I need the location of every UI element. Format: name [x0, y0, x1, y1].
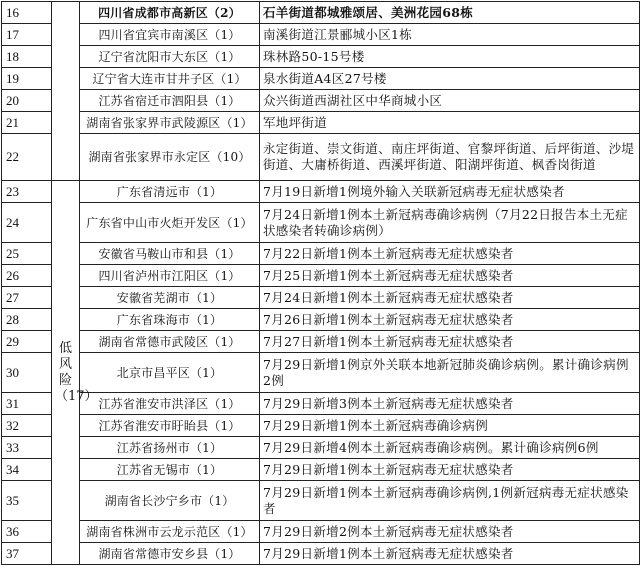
- table-row: [2, 437, 640, 459]
- table-row: [2, 287, 640, 309]
- region-cell: 安徽省芜湖市（1）: [80, 287, 260, 309]
- region-cell: 辽宁省大连市甘井子区（1）: [80, 68, 260, 90]
- region-cell: 广东省珠海市（1）: [80, 309, 260, 331]
- row-index: 20: [2, 90, 52, 112]
- row-index: 33: [2, 437, 52, 459]
- row-index: 26: [2, 265, 52, 287]
- region-cell: 北京市昌平区（1）: [80, 353, 260, 393]
- table-row: [2, 415, 640, 437]
- table-row: [2, 243, 640, 265]
- row-index: 18: [2, 46, 52, 68]
- region-cell: 四川省宜宾市南溪区（1）: [80, 24, 260, 46]
- detail-cell: 7月29日新增2例本土新冠病毒无症状感染者: [260, 521, 640, 543]
- risk-level-label: 低风险: [58, 340, 72, 388]
- region-cell: 江苏省淮安市洪泽区（1）: [80, 393, 260, 415]
- detail-cell: 石羊街道都城雅颂居、美洲花园68栋: [260, 2, 640, 24]
- risk-level-cell: [52, 181, 98, 565]
- region-cell: 江苏省淮安市盱眙县（1）: [80, 415, 260, 437]
- risk-area-table: [1, 1, 640, 565]
- table-row: [2, 2, 640, 24]
- risk-area-table-body: [2, 2, 640, 565]
- row-index: 25: [2, 243, 52, 265]
- detail-cell: 7月29日新增1例京外关联本地新冠肺炎确诊病例。累计确诊病例2例: [260, 353, 640, 393]
- detail-cell: 南溪街道江景郦城小区1栋: [260, 24, 640, 46]
- detail-cell: 7月29日新增3例本土新冠病毒无症状感染者: [260, 393, 640, 415]
- detail-cell: 7月19日新增1例境外输入关联新冠病毒无症状感染者: [260, 181, 640, 203]
- detail-cell: 军地坪街道: [260, 112, 640, 134]
- row-index: 32: [2, 415, 52, 437]
- detail-cell: 珠林路50-15号楼: [260, 46, 640, 68]
- region-cell: 湖南省张家界市永定区（10）: [80, 134, 260, 181]
- region-cell: 安徽省马鞍山市和县（1）: [80, 243, 260, 265]
- region-cell: 湖南省长沙宁乡市（1）: [80, 481, 260, 521]
- row-index: 37: [2, 543, 52, 565]
- table-row: [2, 353, 640, 393]
- detail-cell: 7月25日新增1例本土新冠病毒无症状感染者: [260, 265, 640, 287]
- region-cell: 四川省泸州市江阳区（1）: [80, 265, 260, 287]
- detail-cell: 永定街道、崇文街道、南庄坪街道、官黎坪街道、后坪街道、沙堤街道、大庸桥街道、西溪坪街道、阳湖坪街道、枫香岗街道: [260, 134, 640, 181]
- region-cell: 江苏省扬州市（1）: [80, 437, 260, 459]
- region-cell: 四川省成都市高新区（2）: [80, 2, 260, 24]
- row-index: 35: [2, 481, 52, 521]
- row-index: 36: [2, 521, 52, 543]
- detail-cell: 7月29日新增1例本土新冠病毒确诊病例: [260, 415, 640, 437]
- row-index: 19: [2, 68, 52, 90]
- table-row: [2, 265, 640, 287]
- detail-cell: 7月29日新增4例本土新冠病毒确诊病例。累计确诊病例6例: [260, 437, 640, 459]
- table-row: [2, 543, 640, 565]
- level-cell-empty: [52, 2, 80, 181]
- region-cell: 湖南省株洲市云龙示范区（1）: [80, 521, 260, 543]
- detail-cell: 7月24日新增1例本土新冠病毒确诊病例（7月22日报告本土无症状感染者转确诊病例）: [260, 203, 640, 243]
- row-index: 31: [2, 393, 52, 415]
- row-index: 21: [2, 112, 52, 134]
- table-row: [2, 481, 640, 521]
- row-index: 34: [2, 459, 52, 481]
- table-row: [2, 134, 640, 181]
- row-index: 29: [2, 331, 52, 353]
- detail-cell: 7月26日新增1例本土新冠病毒无症状感染者: [260, 309, 640, 331]
- region-cell: 广东省中山市火炬开发区（1）: [80, 203, 260, 243]
- detail-cell: 众兴街道西湖社区中华商城小区: [260, 90, 640, 112]
- region-cell: 湖南省常德市武陵区（1）: [80, 331, 260, 353]
- row-index: 24: [2, 203, 52, 243]
- table-row: [2, 203, 640, 243]
- table-row: [2, 521, 640, 543]
- table-row: [2, 181, 640, 203]
- row-index: 22: [2, 134, 52, 181]
- table-row: [2, 46, 640, 68]
- detail-cell: 7月24日新增1例本土新冠病毒无症状感染者: [260, 287, 640, 309]
- region-cell: 湖南省常德市安乡县（1）: [80, 543, 260, 565]
- table-row: [2, 309, 640, 331]
- region-cell: 江苏省无锡市（1）: [80, 459, 260, 481]
- region-cell: 广东省清远市（1）: [80, 181, 260, 203]
- row-index: 27: [2, 287, 52, 309]
- row-index: 23: [2, 181, 52, 203]
- detail-cell: 7月29日新增1例本土新冠病毒无症状感染者: [260, 459, 640, 481]
- table-row: [2, 90, 640, 112]
- row-index: 16: [2, 2, 52, 24]
- region-cell: 湖南省张家界市武陵源区（1）: [80, 112, 260, 134]
- row-index: 28: [2, 309, 52, 331]
- detail-cell: 7月27日新增1例本土新冠病毒无症状感染者: [260, 331, 640, 353]
- detail-cell: 泉水街道A4区27号楼: [260, 68, 640, 90]
- table-row: [2, 459, 640, 481]
- region-cell: 江苏省宿迁市泗阳县（1）: [80, 90, 260, 112]
- table-row: [2, 24, 640, 46]
- detail-cell: 7月22日新增1例本土新冠病毒无症状感染者: [260, 243, 640, 265]
- detail-cell: 7月29日新增1例本土新冠病毒确诊病例,1例新冠病毒无症状感染者: [260, 481, 640, 521]
- risk-level-count: （17）: [55, 388, 98, 404]
- detail-cell: 7月29日新增1例本土新冠病毒无症状感染者: [260, 543, 640, 565]
- row-index: 17: [2, 24, 52, 46]
- table-row: [2, 331, 640, 353]
- table-row: [2, 68, 640, 90]
- row-index: 30: [2, 353, 52, 393]
- table-row: [2, 112, 640, 134]
- region-cell: 辽宁省沈阳市大东区（1）: [80, 46, 260, 68]
